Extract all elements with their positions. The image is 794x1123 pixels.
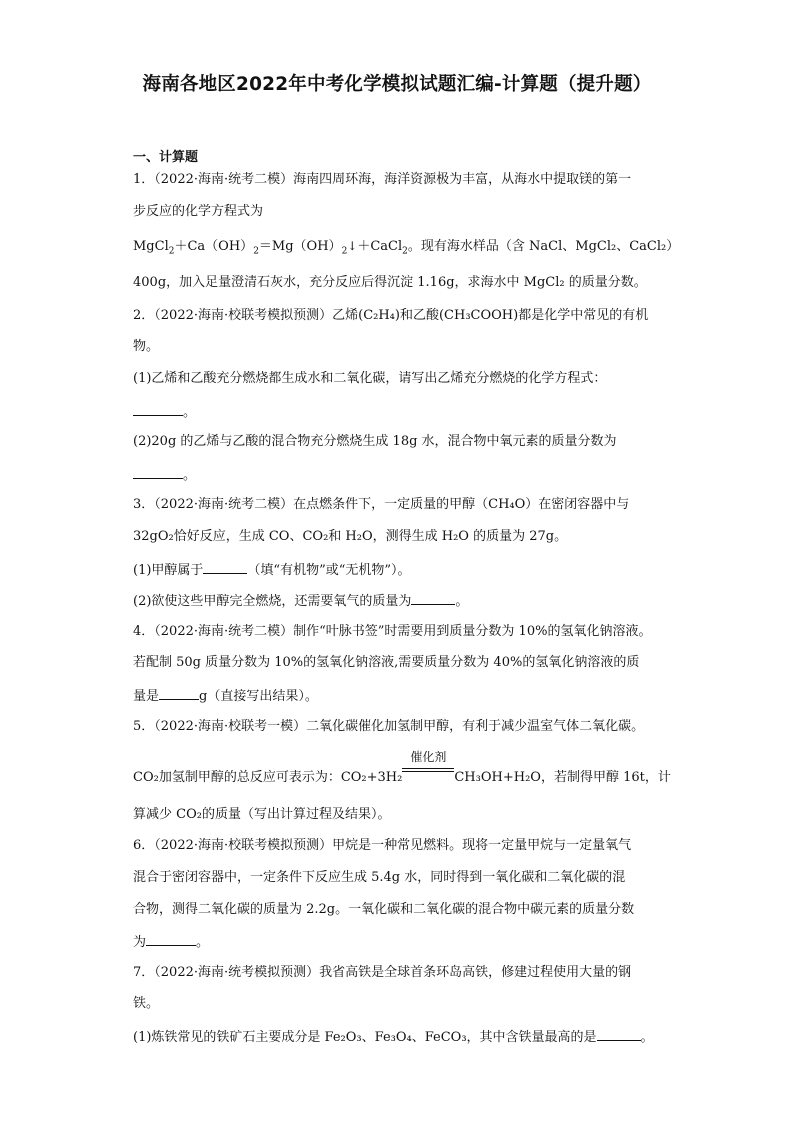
q2-line-1: 2．（2022·海南·校联考模拟预测）乙烯(C₂H₄)和乙酸(CH₃COOH)都是化学中常见的有机 [133, 308, 649, 323]
q2-line-2: 物。 [133, 339, 160, 354]
q1-eq-caoh: ＋Ca（OH） [174, 239, 254, 254]
q1-eq-sub-3: 2 [341, 246, 348, 257]
q1-line-1: 1．（2022·海南·统考二模）海南四周环海，海洋资源极为丰富，从海水中提取镁的第一 [133, 172, 632, 187]
q1-equation [133, 238, 679, 260]
q1-eq-after: 。现有海水样品（含 NaCl、MgCl₂、CaCl₂） [407, 239, 680, 254]
q1-eq-sub-4: 2 [402, 246, 408, 257]
q7-line-3-a: (1)炼铁常见的铁矿石主要成分是 Fe₂O₃、Fe₃O₄、FeCO₃，其中含铁量最高的是 [133, 1030, 597, 1045]
q6-line-4-b: 。 [196, 935, 210, 950]
section-heading: 一、计算题 [133, 150, 199, 165]
answer-blank[interactable] [133, 466, 183, 479]
q4-line-3-b: g（直接写出结果）。 [199, 689, 318, 704]
q3-line-3 [133, 561, 411, 579]
q4-line-1: 4．（2022·海南·统考二模）制作“叶脉书签”时需要用到质量分数为 10%的氢氧化钠溶液。 [133, 624, 652, 639]
q5-equation [133, 750, 671, 786]
answer-blank[interactable] [146, 933, 196, 946]
q5-line-1: 5．（2022·海南·校联考一模）二氧化碳催化加氢制甲醇，有利于减少温室气体二氧化碳。 [133, 719, 645, 734]
q2-line-4-end: 。 [183, 405, 197, 420]
q7-line-3 [133, 1028, 654, 1046]
q5-line-2-b: CH₃OH+H₂O，若制得甲醇 16t，计 [454, 770, 671, 785]
equals-bar-bottom [402, 771, 454, 772]
q5-line-2-a: CO₂加氢制甲醇的总反应可表示为：CO₂+3H₂ [133, 770, 403, 785]
q2-line-4 [133, 403, 196, 421]
q6-line-3: 合物，测得二氧化碳的质量为 2.2g。一氧化碳和二氧化碳的混合物中碳元素的质量分数 [133, 902, 635, 917]
q4-line-3-a: 量是 [133, 689, 160, 704]
answer-blank[interactable] [133, 403, 183, 416]
q5-line-3: 算减少 CO₂的质量（写出计算过程及结果）。 [133, 807, 391, 822]
q1-eq-cacl: ＋CaCl [357, 239, 403, 254]
q2-line-6-end: 。 [183, 468, 197, 483]
q7-line-2: 铁。 [133, 996, 160, 1011]
q3-line-3-b: （填“有机物”或“无机物”）。 [247, 563, 411, 578]
q2-line-5: (2)20g 的乙烯与乙酸的混合物充分燃烧生成 18g 水，混合物中氧元素的质量分数为 [133, 434, 617, 449]
q3-line-4-b: 。 [455, 594, 469, 609]
document-title: 海南各地区2022年中考化学模拟试题汇编-计算题（提升题） [142, 74, 652, 95]
q3-line-3-a: (1)甲醇属于 [133, 563, 204, 578]
q3-line-2: 32gO₂恰好反应，生成 CO、CO₂和 H₂O，测得生成 H₂O 的质量为 27g。 [133, 529, 568, 544]
q7-line-3-b: 。 [640, 1030, 654, 1045]
equals-bar-top [402, 768, 454, 769]
catalyst-label: 催化剂 [410, 750, 447, 764]
q2-line-6 [133, 466, 196, 484]
answer-blank[interactable] [597, 1028, 641, 1041]
q3-line-4 [133, 592, 468, 610]
answer-blank[interactable] [159, 687, 199, 700]
q3-line-1: 3．（2022·海南·统考二模）在点燃条件下，一定质量的甲醇（CH₄O）在密闭容器中与 [133, 497, 630, 512]
q4-line-2: 若配制 50g 质量分数为 10%的氢氧化钠溶液,需要质量分数为 40%的氢氧化钠溶液的质 [133, 655, 640, 670]
catalyst-reaction-sign [402, 750, 454, 781]
q1-eq-mgcl: MgCl [133, 239, 169, 254]
answer-blank[interactable] [411, 592, 455, 605]
answer-blank[interactable] [203, 561, 247, 574]
q6-line-2: 混合于密闭容器中，一定条件下反应生成 5.4g 水，同时得到一氧化碳和二氧化碳的混 [133, 870, 626, 885]
precipitate-arrow-icon: ↓ [347, 239, 358, 253]
q1-line-2: 步反应的化学方程式为 [133, 204, 264, 219]
q1-eq-sub-1: 2 [168, 246, 175, 257]
q2-line-3: (1)乙烯和乙酸充分燃烧都生成水和二氧化碳，请写出乙烯充分燃烧的化学方程式： [133, 371, 607, 386]
q1-eq-sub-2: 2 [253, 246, 259, 257]
q3-line-4-a: (2)欲使这些甲醇完全燃烧，还需要氧气的质量为 [133, 594, 412, 609]
q6-line-4-a: 为 [133, 935, 147, 950]
q4-line-3 [133, 687, 318, 705]
q6-line-1: 6．（2022·海南·校联考模拟预测）甲烷是一种常见燃料。现将一定量甲烷与一定量氧气 [133, 838, 632, 853]
q6-line-4 [133, 933, 209, 951]
q1-line-4: 400g，加入足量澄清石灰水，充分反应后得沉淀 1.16g，求海水中 MgCl₂ 的质量分数。 [133, 275, 647, 290]
q7-line-1: 7．（2022·海南·统考模拟预测）我省高铁是全球首条环岛高铁，修建过程使用大量的钢 [133, 965, 632, 980]
q1-eq-mgoh: ＝Mg（OH） [258, 239, 342, 254]
